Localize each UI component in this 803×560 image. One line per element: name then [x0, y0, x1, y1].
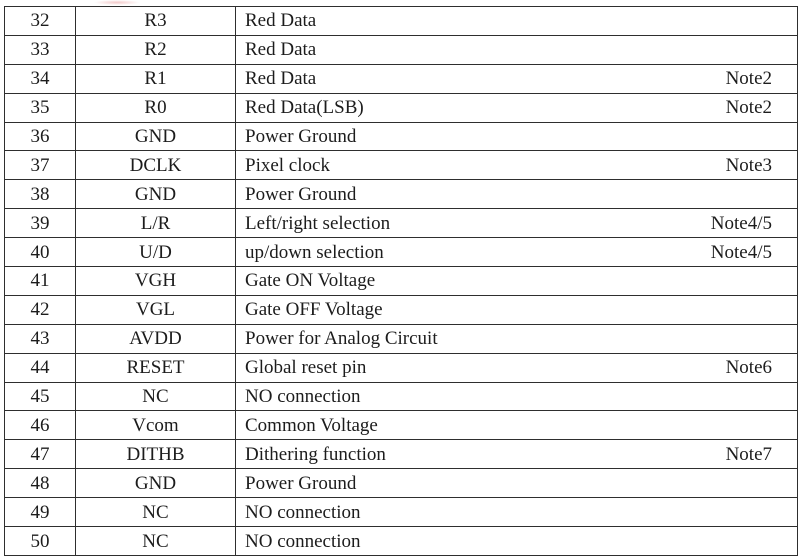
pin-note-text: Note3 — [725, 154, 772, 176]
pin-description-text: Red Data — [245, 39, 317, 61]
description-wrap — [236, 387, 797, 406]
pin-description-text: Dithering function — [245, 443, 386, 465]
pin-number-cell: 45 — [5, 382, 76, 411]
pin-description-text: NO connection — [245, 501, 361, 523]
pin-symbol-cell: GND — [76, 180, 236, 209]
pin-description-table — [4, 6, 798, 556]
table-row — [5, 35, 798, 64]
pin-description-cell — [236, 324, 798, 353]
description-wrap — [236, 445, 797, 464]
pin-description-cell — [236, 440, 798, 469]
pin-description-cell — [236, 7, 798, 36]
pin-note-text: Note4/5 — [710, 212, 772, 234]
description-wrap — [236, 40, 797, 59]
pin-symbol-cell: R0 — [76, 93, 236, 122]
pin-description-cell — [236, 498, 798, 527]
pin-description-text: Global reset pin — [245, 357, 367, 379]
pin-description-cell — [236, 93, 798, 122]
pin-note-text: Note2 — [725, 68, 772, 90]
table-row — [5, 64, 798, 93]
description-wrap — [236, 358, 797, 377]
pin-symbol-cell: L/R — [76, 209, 236, 238]
table-row — [5, 353, 798, 382]
table-row — [5, 382, 798, 411]
pin-description-text: Pixel clock — [245, 154, 330, 176]
table-row — [5, 498, 798, 527]
description-wrap — [236, 185, 797, 204]
table-row — [5, 209, 798, 238]
description-wrap — [236, 271, 797, 290]
description-wrap — [236, 329, 797, 348]
table-row — [5, 151, 798, 180]
table-row — [5, 440, 798, 469]
table-row — [5, 180, 798, 209]
pin-description-text: Left/right selection — [245, 212, 391, 234]
pin-number-cell: 32 — [5, 7, 76, 36]
table-row — [5, 324, 798, 353]
pin-description-cell — [236, 411, 798, 440]
pin-table-body — [5, 7, 798, 556]
pin-number-cell: 50 — [5, 527, 76, 556]
pin-number-cell: 42 — [5, 295, 76, 324]
pin-note-text: Note6 — [725, 357, 772, 379]
pin-symbol-cell: VGL — [76, 295, 236, 324]
pin-description-cell — [236, 209, 798, 238]
pin-number-cell: 48 — [5, 469, 76, 498]
pin-description-cell — [236, 151, 798, 180]
pin-number-cell: 35 — [5, 93, 76, 122]
pin-symbol-cell: DITHB — [76, 440, 236, 469]
pin-number-cell: 38 — [5, 180, 76, 209]
pin-symbol-cell: DCLK — [76, 151, 236, 180]
pin-number-cell: 41 — [5, 267, 76, 296]
description-wrap — [236, 532, 797, 551]
table-row — [5, 122, 798, 151]
pin-description-cell — [236, 238, 798, 267]
pin-description-text: NO connection — [245, 530, 361, 552]
pin-note-text: Note4/5 — [710, 241, 772, 263]
description-wrap — [236, 243, 797, 262]
description-wrap — [236, 214, 797, 233]
description-wrap — [236, 416, 797, 435]
pin-symbol-cell: NC — [76, 382, 236, 411]
pin-description-text: Gate OFF Voltage — [245, 299, 383, 321]
pin-description-text: NO connection — [245, 386, 361, 408]
table-row — [5, 527, 798, 556]
pin-symbol-cell: GND — [76, 469, 236, 498]
pin-number-cell: 49 — [5, 498, 76, 527]
pin-number-cell: 44 — [5, 353, 76, 382]
pin-description-cell — [236, 35, 798, 64]
pin-symbol-cell: R1 — [76, 64, 236, 93]
pin-description-cell — [236, 527, 798, 556]
pin-number-cell: 40 — [5, 238, 76, 267]
pin-description-text: Red Data — [245, 68, 317, 90]
table-row — [5, 93, 798, 122]
pin-description-cell — [236, 64, 798, 93]
description-wrap — [236, 127, 797, 146]
pin-number-cell: 47 — [5, 440, 76, 469]
pin-symbol-cell: U/D — [76, 238, 236, 267]
table-row — [5, 238, 798, 267]
description-wrap — [236, 474, 797, 493]
pin-number-cell: 34 — [5, 64, 76, 93]
pin-description-text: Red Data — [245, 10, 317, 32]
table-row — [5, 469, 798, 498]
description-wrap — [236, 98, 797, 117]
cropped-content-artifact — [94, 0, 140, 5]
pin-number-cell: 39 — [5, 209, 76, 238]
pin-description-cell — [236, 122, 798, 151]
pin-symbol-cell: GND — [76, 122, 236, 151]
pin-symbol-cell: Vcom — [76, 411, 236, 440]
table-row — [5, 295, 798, 324]
pin-number-cell: 36 — [5, 122, 76, 151]
pin-symbol-cell: R2 — [76, 35, 236, 64]
pin-description-text: Power Ground — [245, 183, 357, 205]
pin-description-cell — [236, 267, 798, 296]
pin-description-cell — [236, 353, 798, 382]
description-wrap — [236, 156, 797, 175]
description-wrap — [236, 69, 797, 88]
pin-symbol-cell: RESET — [76, 353, 236, 382]
pin-number-cell: 43 — [5, 324, 76, 353]
pin-description-text: Red Data(LSB) — [245, 97, 364, 119]
pin-symbol-cell: R3 — [76, 7, 236, 36]
pin-description-text: Power for Analog Circuit — [245, 328, 438, 350]
table-row — [5, 267, 798, 296]
pin-description-cell — [236, 295, 798, 324]
pin-symbol-cell: NC — [76, 527, 236, 556]
table-row — [5, 411, 798, 440]
pin-note-text: Note7 — [725, 443, 772, 465]
description-wrap — [236, 11, 797, 30]
pin-description-cell — [236, 469, 798, 498]
pin-description-text: Gate ON Voltage — [245, 270, 376, 292]
pin-number-cell: 33 — [5, 35, 76, 64]
pin-number-cell: 46 — [5, 411, 76, 440]
pin-note-text: Note2 — [725, 97, 772, 119]
pin-description-text: Power Ground — [245, 472, 357, 494]
pin-symbol-cell: VGH — [76, 267, 236, 296]
description-wrap — [236, 300, 797, 319]
pin-description-text: Power Ground — [245, 126, 357, 147]
pin-symbol-cell: AVDD — [76, 324, 236, 353]
description-wrap — [236, 503, 797, 522]
table-row — [5, 7, 798, 36]
pin-number-cell: 37 — [5, 151, 76, 180]
pin-description-text: up/down selection — [245, 241, 384, 263]
pin-description-cell — [236, 382, 798, 411]
pin-description-cell — [236, 180, 798, 209]
pin-symbol-cell: NC — [76, 498, 236, 527]
pin-description-text: Common Voltage — [245, 414, 378, 436]
